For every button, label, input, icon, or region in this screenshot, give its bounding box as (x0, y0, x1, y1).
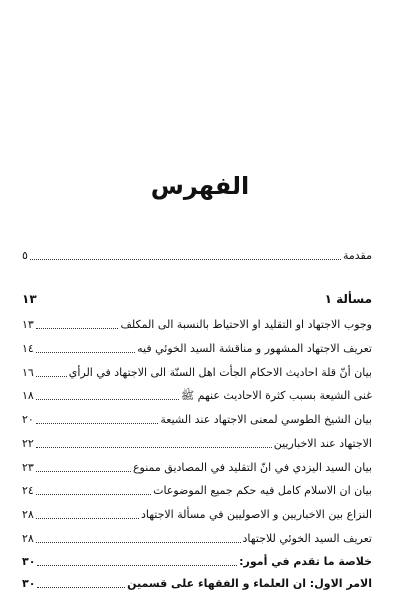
dot-leader (30, 259, 341, 260)
toc-entry-label: غنى الشيعة بسبب كثرة الاحاديث عنهم ﷺ (180, 389, 372, 402)
toc-entry-page: ٢٤ (22, 484, 34, 497)
toc-entry-page: ٣٠ (22, 555, 36, 568)
section-heading-label: مسألة ١ (324, 292, 372, 306)
dot-leader (36, 518, 139, 519)
dot-leader (36, 328, 119, 329)
toc-entry-bold (22, 555, 372, 569)
toc-entry-page: ٣٠ (22, 577, 36, 590)
toc-entry-label: مقدمة (342, 249, 372, 262)
toc-entry-label: تعريف السيد الخوئي للاجتهاد (242, 532, 372, 545)
dot-leader (37, 587, 125, 588)
toc-entry-intro (22, 249, 372, 263)
toc-entry-label: الاجتهاد عند الاخباريين (273, 437, 372, 450)
toc-entry-label: بيان السيد اليزدي في انّ التقليد في المصاديق ممنوع (132, 461, 372, 474)
toc-entry-page: ٥ (22, 249, 28, 262)
section-heading (22, 292, 372, 306)
dot-leader (36, 447, 272, 448)
dot-leader (36, 399, 179, 400)
toc-entry (22, 461, 372, 475)
toc-entry (22, 318, 372, 332)
toc-entry-page: ١٨ (22, 389, 34, 402)
toc-entry-label: بيان الشيخ الطوسي لمعنى الاجتهاد عند الشيعة (160, 413, 372, 426)
toc-entry-page: ٢٨ (22, 508, 34, 521)
toc-entry-page: ٢٠ (22, 413, 34, 426)
toc-entry (22, 532, 372, 546)
dot-leader (36, 352, 135, 353)
toc-entry-bold (22, 577, 372, 591)
toc-entry-page: ١٣ (22, 318, 34, 331)
toc-entry (22, 342, 372, 356)
toc-entry (22, 437, 372, 451)
toc-entry-page: ١٦ (22, 366, 34, 379)
toc-entry-page: ٢٢ (22, 437, 34, 450)
toc-entry-label: تعريف الاجتهاد المشهور و مناقشة السيد الخوئي فيه (137, 342, 372, 355)
toc-entry-page: ١٤ (22, 342, 34, 355)
dot-leader (36, 376, 67, 377)
toc-entry-page: ٢٣ (22, 461, 34, 474)
dot-leader (37, 565, 237, 566)
dot-leader (36, 494, 151, 495)
toc-entry-label: وجوب الاجتهاد او التقليد او الاحتياط بالنسبة الى المكلف (120, 318, 372, 331)
dot-leader (36, 542, 241, 543)
toc-entry-label: خلاصة ما تقدم في أمور: (239, 555, 372, 568)
dot-leader (36, 423, 159, 424)
toc-entry (22, 389, 372, 403)
toc-entry (22, 508, 372, 522)
toc-entry-label: بيان أنّ قلة احاديث الاحكام الجأت اهل السنّة الى الاجتهاد في الرأي (68, 366, 372, 379)
toc-entry-label: النزاع بين الاخباريين و الاصوليين في مسألة الاجتهاد (140, 508, 372, 521)
toc-entry-page: ٢٨ (22, 532, 34, 545)
page-title: الفهرس (150, 172, 250, 200)
toc-entry-label: الامر الاول: ان العلماء و الفقهاء على قسمين (127, 577, 372, 590)
dot-leader (36, 471, 131, 472)
section-heading-page: ١٣ (22, 292, 37, 306)
toc-entry-label: بيان ان الاسلام كامل فيه حكم جميع الموضوعات (153, 484, 372, 497)
toc-entry (22, 413, 372, 427)
toc-entry (22, 366, 372, 380)
toc-entry (22, 484, 372, 498)
